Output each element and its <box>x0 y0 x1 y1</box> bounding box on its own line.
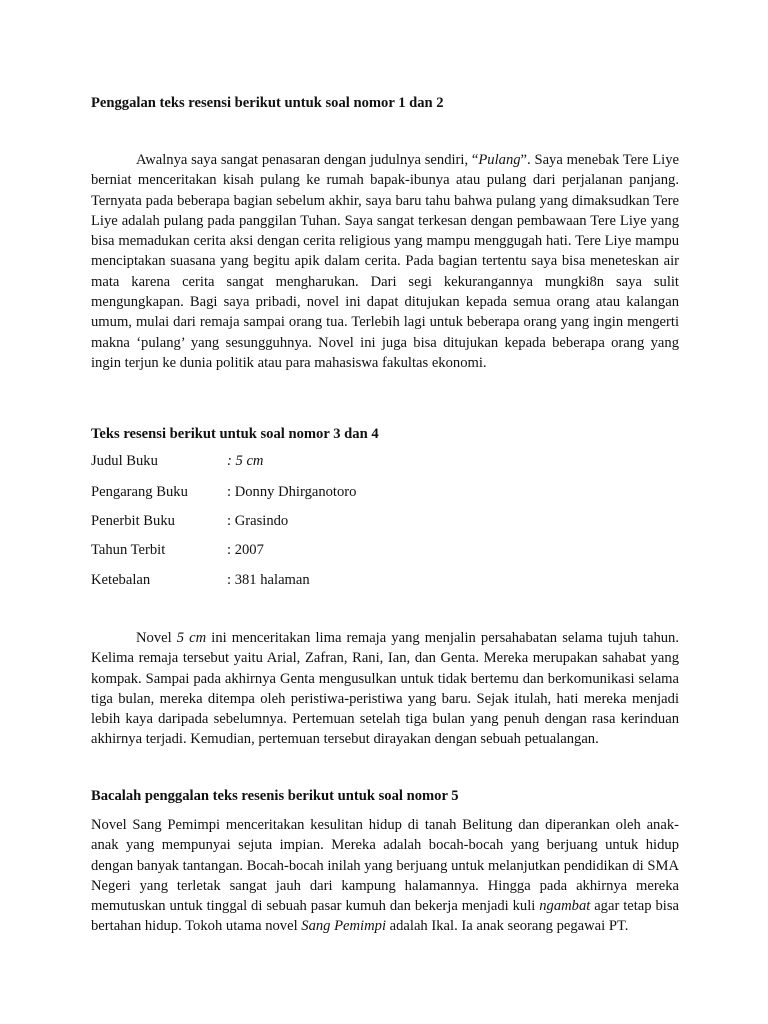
book-info-value: : 2007 <box>227 542 264 558</box>
section2-book-title: 5 cm <box>176 630 207 646</box>
section3-heading: Bacalah penggalan teks resenis berikut untuk soal nomor 5 <box>91 788 459 804</box>
book-info-row-year <box>91 540 611 560</box>
section3-italic-ngambat: ngambat <box>539 898 591 915</box>
book-info-label: Ketebalan <box>91 572 151 588</box>
section3-text-part3: adalah Ikal. Ia anak seorang pegawai PT. <box>386 918 629 935</box>
book-info-value: : 381 halaman <box>227 572 310 588</box>
section2-paragraph <box>91 628 679 750</box>
section1-book-title: Pulang <box>478 152 521 168</box>
section1-paragraph <box>91 150 679 373</box>
section1-text-rest: ”. Saya menebak Tere Liye berniat menceritakan kisah pulang ke rumah bapak-ibunya atau pulang dari perjalanan panjang. Ternyata pada beberapa bagian sebelum akhir, saya baru tahu bahwa pulang yang dimaksudkan Tere Liye adalah pulang pada panggilan Tuhan. Saya sangat terkesan dengan pembawaan Tere Liye yang bisa memadukan cerita aksi dengan cerita religious yang mampu menggugah hati. Tere Liye mampu menciptakan suasana yang begitu apik dalam cerita. Pada bagian tertentu saya bisa meneteskan air mata karena cerita sangat mengharukan. Dari segi kekurangannya mungki8n saya sulit mengungkapan. Bagi saya pribadi, novel ini dapat ditujukan kepada semua orang atau kalangan umum, mulai dari remaja sampai orang tua. Terlebih lagi untuk beberapa orang yang ingin mengerti makna ‘pulang’ yang sesungguhnya. Novel ini juga bisa ditujukan kepada beberapa orang yang ingin terjun ke dunia politik atau para mahasiswa fakultas ekonomi. <box>91 152 679 371</box>
section3-text-part1: Novel Sang Pemimpi menceritakan kesulitan hidup di tanah Belitung dan diperankan oleh anak-anak yang mempunyai sejuta impian. Mereka adalah bocah-bocah yang berjuang untuk hidup dengan banyak tantangan. Bocah-bocah inilah yang berjuang untuk melanjutkan pendidikan di SMA Negeri yang terletak sangat jauh dari kampung halamannya. Hingga pada akhirnya mereka memutuskan untuk tinggal di sebuah pasar kumuh dan bekerja menjadi kuli <box>91 817 679 915</box>
book-info-value: : 5 cm <box>227 453 264 469</box>
book-info-label: Tahun Terbit <box>91 542 166 558</box>
book-info-row-author <box>91 482 611 502</box>
section1-text-start: Awalnya saya sangat penasaran dengan judulnya sendiri, “ <box>136 152 479 168</box>
section2-heading: Teks resensi berikut untuk soal nomor 3 dan 4 <box>91 426 379 442</box>
book-info-row-pages <box>91 570 611 590</box>
book-info-label: Judul Buku <box>91 453 158 469</box>
section2-text-rest: ini menceritakan lima remaja yang menjalin persahabatan selama tujuh tahun. Kelima remaja tersebut yaitu Arial, Zafran, Rani, Ian, dan Genta. Mereka merupakan sahabat yang kompak. Sampai pada akhirnya Genta mengusulkan untuk tidak bertemu dan berkomunikasi selama tiga bulan, mereka ditempa oleh peristiwa-peristiwa yang baru. Sejak itulah, hati mereka menjadi lebih kaya daripada sebelumnya. Pertemuan setelah tiga bulan yang penuh dengan rasa kerinduan akhirnya terjadi. Kemudian, pertemuan tersebut dirayakan dengan sebuah petualangan. <box>91 630 679 748</box>
section3-paragraph <box>91 815 679 937</box>
book-info-label: Penerbit Buku <box>91 513 175 529</box>
book-info-value: : Donny Dhirganotoro <box>227 484 357 500</box>
section3-book-title: Sang Pemimpi <box>301 918 386 935</box>
section3-text-part2: agar tetap bisa bertahan hidup. Tokoh utama novel <box>91 898 679 935</box>
section2-text-start: Novel <box>136 630 177 646</box>
book-info-row-publisher <box>91 511 611 531</box>
book-info-label: Pengarang Buku <box>91 484 188 500</box>
book-info-row-title <box>91 451 611 471</box>
section1-heading: Penggalan teks resensi berikut untuk soal nomor 1 dan 2 <box>91 95 444 111</box>
book-info-value: : Grasindo <box>227 513 289 529</box>
